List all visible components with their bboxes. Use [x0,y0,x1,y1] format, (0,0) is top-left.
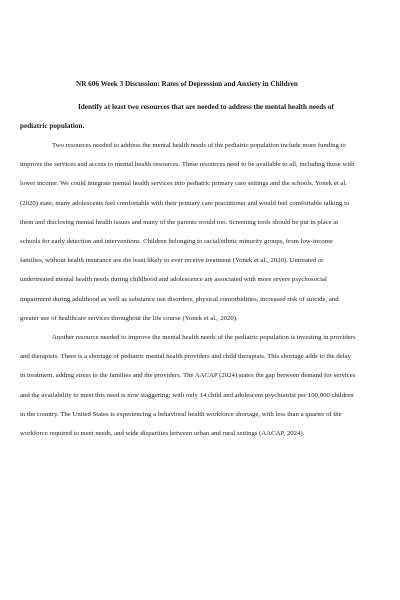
discussion-question: Identify at least two resources that are needed to address the mental health needs of pediatric population. [20,103,334,130]
document-title: NR 606 Week 3 Discussion: Rates of Depression and Anxiety in Children [76,80,298,88]
paragraph-providers: Another resource needed to improve the mental health needs of the pediatric population is investing in providers and therapists. There is a shortage of pediatric mental health providers and child therapists. This shortage adds to the delay in treatment, adding stress to the families and the providers. The AACAP (2024) states the gap between demand for services and the availability to meet this need is now staggering; with only 14 child and adolescent psychiatrist per 100,000 children in the country. The United States is experiencing a behavioral health workforce shortage, with less than a quarter of the workforce required to meet needs, and wide disparities between urban and rural settings (AACAP, 2024). [20,334,356,438]
paragraph-funding: Two resources needed to address the mental health needs of the pediatric population include more funding to improve the services and access to mental health resources. These resources need to be available to all, including those with lower income. We could integrate mental health services into pediatric primary care settings and the schools. Yonek et al. (2020) state, many adolescents feel comfortable with their primary care practitioner and would feel comfortable talking to them and disclosing mental health issues and many of the parents would too. Screening tools should be put in place at schools for early detection and interventions. Children belonging to racial/ethnic minority groups, from low-income families, without health insurance are the least likely to ever receive treatment (Yonek et al., 2020). Untreated or undertreated mental health needs during childhood and adolescence are associated with more severe psychosocial impairment during adulthood as well as substance use disorders, physical comorbidities, increased risk of suicide, and greater use of healthcare services throughout the life course (Yonek et al., 2020). [20,142,355,322]
